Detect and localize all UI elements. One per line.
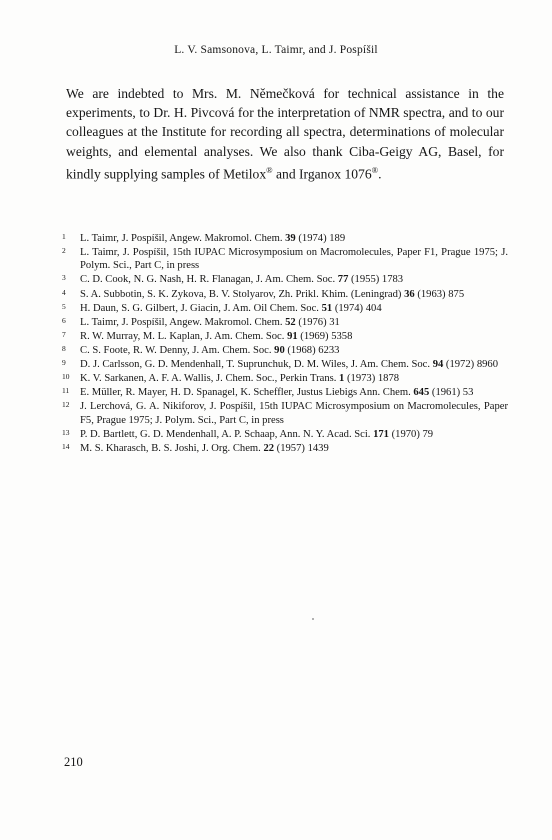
reference-number: 10 bbox=[62, 372, 70, 382]
reference-text bbox=[80, 373, 399, 384]
reference-number: 13 bbox=[62, 427, 70, 437]
reference-item bbox=[62, 358, 508, 371]
reference-text bbox=[80, 345, 339, 356]
reference-citation: L. Taimr, J. Pospíšil, Angew. Makromol. Chem. bbox=[80, 233, 286, 244]
reference-item bbox=[62, 400, 508, 427]
reference-volume: 77 bbox=[337, 274, 349, 286]
reference-citation: M. S. Kharasch, B. S. Joshi, J. Org. Chem. bbox=[80, 442, 264, 454]
reference-citation: L. Taimr, J. Pospíšil, Angew. Makromol. Chem. bbox=[80, 316, 286, 328]
reference-volume: 22 bbox=[263, 442, 275, 454]
reference-item bbox=[62, 442, 508, 455]
acknowledgement-text-mid: and Irganox 1076 bbox=[272, 166, 372, 182]
reference-year-page: (1972) 8960 bbox=[443, 359, 499, 371]
reference-number: 5 bbox=[62, 301, 66, 311]
reference-citation: C. D. Cook, N. G. Nash, H. R. Flanagan, J. Am. Chem. Soc. bbox=[80, 274, 338, 286]
reference-text bbox=[80, 289, 464, 300]
reference-citation: S. A. Subbotin, S. K. Zykova, B. V. Stolyarov, Zh. Prikl. Khim. (Leningrad) bbox=[80, 288, 405, 300]
reference-year-page: (1961) 53 bbox=[429, 387, 474, 399]
reference-year-page: (1974) 404 bbox=[332, 302, 382, 314]
reference-number: 9 bbox=[62, 358, 66, 368]
reference-number: 8 bbox=[62, 343, 66, 353]
reference-number: 1 bbox=[62, 232, 66, 241]
reference-citation: D. J. Carlsson, G. D. Mendenhall, T. Suprunchuk, D. M. Wiles, J. Am. Chem. Soc. bbox=[80, 359, 433, 371]
acknowledgement-text: We are indebted to Mrs. M. Němečková for technical assistance in the experiments, to Dr. H. Pivcová for the interpretation of NMR spectra, and to our colleagues at the Institute for recording all spectra, determinations of molecular weights, and elemental analyses. We also thank Ciba-Geigy AG, Basel, for kindly supplying samples of Metilox bbox=[66, 85, 504, 182]
reference-item bbox=[62, 330, 508, 343]
reference-text bbox=[80, 274, 403, 285]
reference-item bbox=[62, 428, 508, 441]
registered-mark-1: ® bbox=[266, 165, 273, 176]
reference-text bbox=[80, 359, 498, 370]
reference-volume: 52 bbox=[285, 316, 296, 328]
registered-mark-2: ® bbox=[371, 165, 379, 176]
reference-citation: E. Müller, R. Mayer, H. D. Spanagel, K. Scheffler, Justus Liebigs Ann. Chem. bbox=[80, 387, 414, 399]
reference-year-page: (1976) 31 bbox=[295, 316, 340, 328]
reference-year-page: (1963) 875 bbox=[414, 288, 465, 300]
reference-citation: R. W. Murray, M. L. Kaplan, J. Am. Chem. Soc. bbox=[80, 330, 288, 342]
reference-number: 11 bbox=[62, 386, 70, 396]
reference-citation: J. Lerchová, G. A. Nikiforov, J. Pospíšil, 15th IUPAC Microsymposium on Macromolecules, Paper F5, Prague 1975; J. Polym. Sci., Part C, in press bbox=[80, 401, 508, 426]
reference-volume: 90 bbox=[274, 344, 285, 356]
reference-volume: 94 bbox=[432, 359, 444, 371]
page-number: 210 bbox=[64, 755, 83, 769]
reference-citation: K. V. Sarkanen, A. F. A. Wallis, J. Chem. Soc., Perkin Trans. bbox=[80, 373, 340, 385]
reference-year-page: (1968) 6233 bbox=[284, 344, 340, 356]
reference-number: 3 bbox=[62, 273, 66, 283]
reference-year-page: (1970) 79 bbox=[388, 428, 434, 440]
reference-item bbox=[62, 302, 508, 315]
reference-item bbox=[62, 372, 508, 385]
reference-list bbox=[62, 232, 508, 456]
reference-text bbox=[80, 429, 433, 440]
reference-volume: 171 bbox=[373, 428, 389, 440]
reference-text bbox=[80, 303, 382, 314]
reference-citation: C. S. Foote, R. W. Denny, J. Am. Chem. Soc. bbox=[80, 344, 275, 356]
reference-item bbox=[62, 246, 508, 273]
reference-item bbox=[62, 273, 508, 286]
reference-number: 2 bbox=[62, 246, 66, 256]
reference-item bbox=[62, 386, 508, 399]
reference-item bbox=[62, 232, 508, 245]
reference-number: 14 bbox=[62, 441, 70, 451]
reference-number: 12 bbox=[62, 400, 70, 410]
reference-year-page: (1973) 1878 bbox=[344, 373, 400, 385]
print-speck bbox=[312, 618, 314, 620]
acknowledgement-text-end: . bbox=[378, 166, 382, 182]
reference-text bbox=[80, 317, 340, 328]
reference-item bbox=[62, 344, 508, 357]
reference-text bbox=[80, 443, 329, 454]
reference-text bbox=[80, 233, 345, 244]
reference-year-page: (1969) 5358 bbox=[297, 330, 353, 342]
reference-year-page: (1974) 189 bbox=[295, 233, 346, 244]
reference-volume: 645 bbox=[413, 387, 430, 399]
acknowledgement-paragraph bbox=[66, 84, 504, 185]
reference-text bbox=[80, 331, 352, 342]
reference-citation: H. Daun, S. G. Gilbert, J. Giacin, J. Am. Oil Chem. Soc. bbox=[80, 302, 322, 314]
reference-volume: 36 bbox=[404, 288, 415, 300]
reference-item bbox=[62, 288, 508, 301]
reference-volume: 39 bbox=[285, 233, 296, 244]
reference-text bbox=[80, 247, 508, 271]
reference-text bbox=[80, 401, 508, 425]
reference-citation: L. Taimr, J. Pospíšil, 15th IUPAC Microsymposium on Macromolecules, Paper F1, Prague 1975; J. Polym. Sci., Part C, in press bbox=[80, 247, 508, 272]
reference-item bbox=[62, 316, 508, 329]
reference-citation: P. D. Bartlett, G. D. Mendenhall, A. P. Schaap, Ann. N. Y. Acad. Sci. bbox=[80, 428, 374, 440]
reference-year-page: (1955) 1783 bbox=[348, 274, 404, 286]
reference-year-page: (1957) 1439 bbox=[274, 442, 329, 454]
reference-text bbox=[80, 387, 473, 398]
reference-number: 6 bbox=[62, 315, 66, 325]
running-head: L. V. Samsonova, L. Taimr, and J. Pospíšil bbox=[174, 44, 378, 56]
reference-number: 4 bbox=[62, 287, 66, 297]
reference-volume: 1 bbox=[339, 373, 345, 385]
reference-number: 7 bbox=[62, 329, 66, 339]
reference-volume: 91 bbox=[287, 330, 298, 342]
reference-volume: 51 bbox=[321, 302, 333, 314]
